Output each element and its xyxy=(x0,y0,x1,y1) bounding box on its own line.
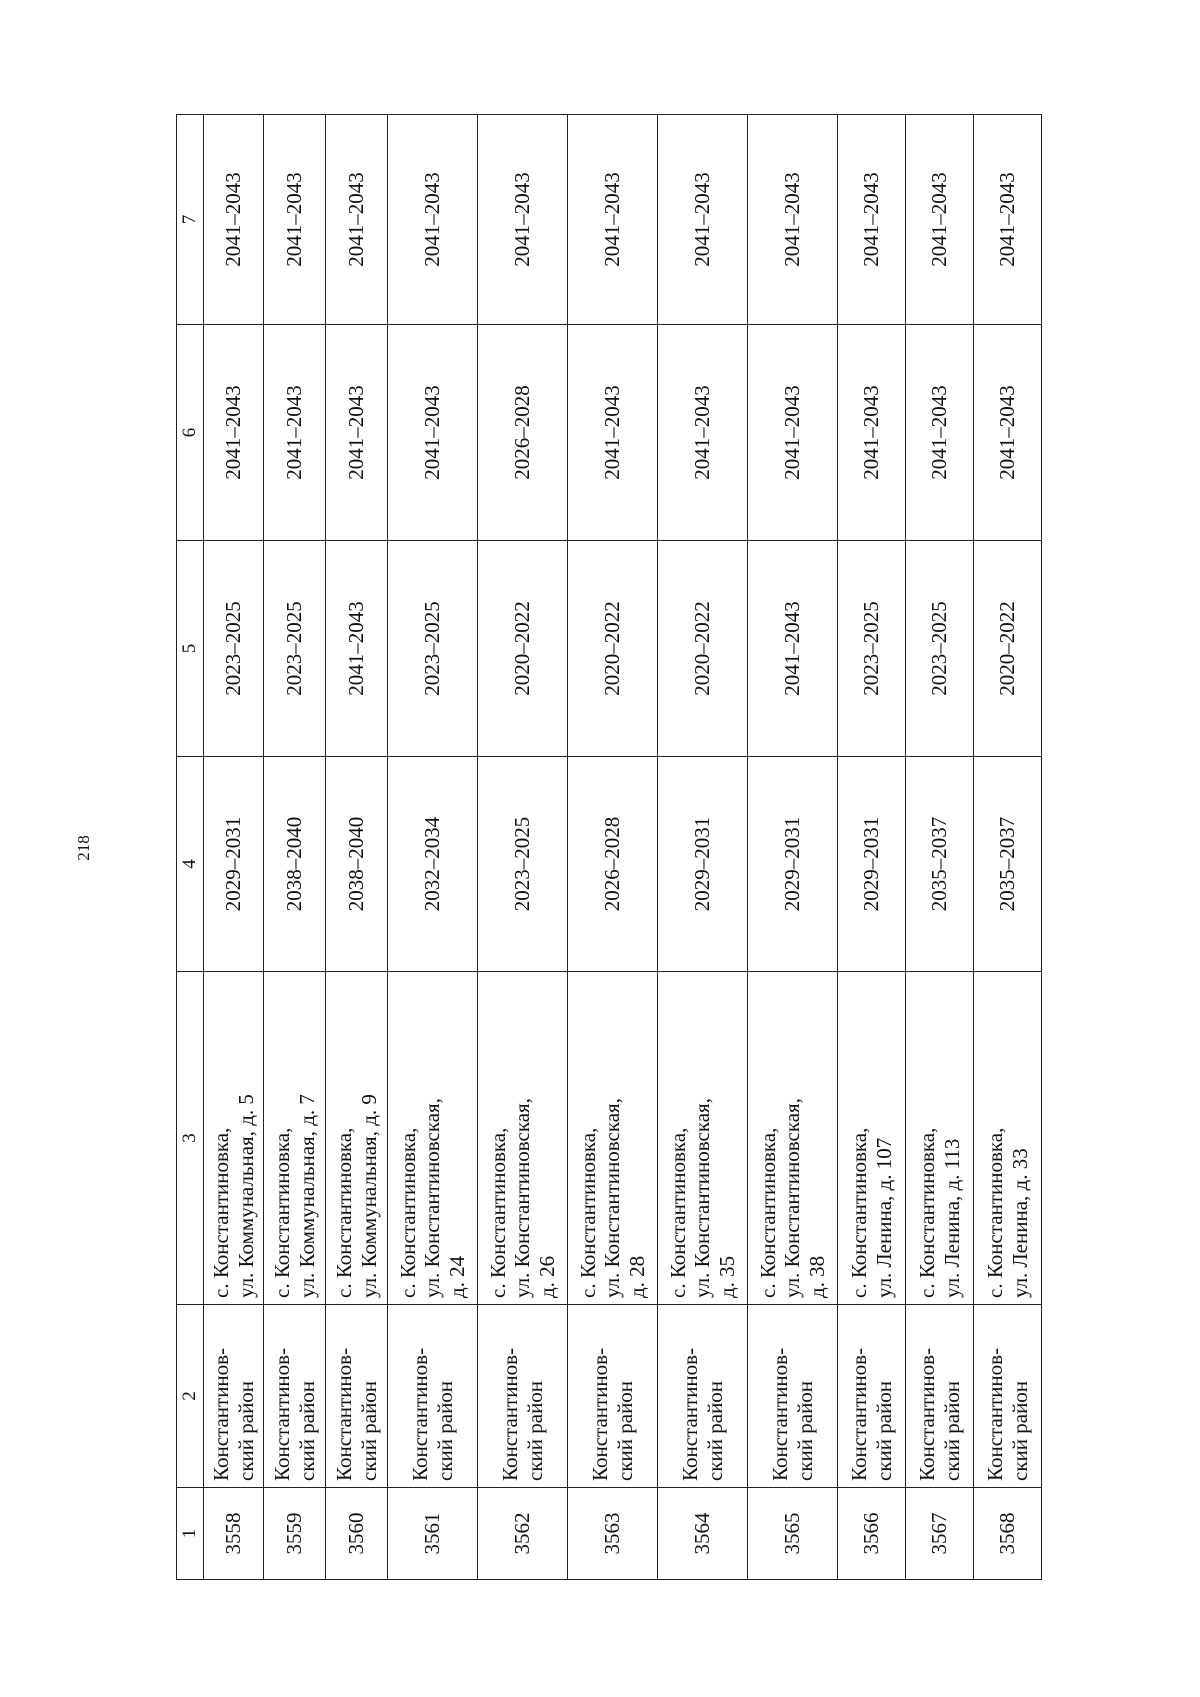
address-cell-line: с. Константиновка, xyxy=(666,1127,691,1298)
address-cell xyxy=(568,972,658,1305)
district-cell-line: ский район xyxy=(233,1380,258,1481)
district-cell-line: Константинов- xyxy=(332,1347,357,1481)
district-cell xyxy=(264,1305,326,1488)
district-cell-line: ский район xyxy=(356,1380,381,1481)
address-cell xyxy=(264,972,326,1305)
address-cell-line: с. Константиновка, xyxy=(915,1127,940,1298)
period-cell-4: 2029–2031 xyxy=(658,757,748,972)
header-cell: 5 xyxy=(177,541,204,757)
row-number-cell: 3567 xyxy=(906,1488,974,1580)
district-cell xyxy=(906,1305,974,1488)
table-row xyxy=(478,115,568,1580)
period-cell-7: 2041–2043 xyxy=(974,115,1042,325)
period-cell-7: 2041–2043 xyxy=(748,115,838,325)
period-cell-6: 2041–2043 xyxy=(204,325,264,541)
address-cell-line: ул. Ленина, д. 113 xyxy=(939,1138,964,1298)
period-cell-5: 2020–2022 xyxy=(568,541,658,757)
district-cell-line: Константинов- xyxy=(408,1347,433,1481)
period-cell-6: 2041–2043 xyxy=(748,325,838,541)
address-cell-line: ул. Коммунальная, д. 7 xyxy=(294,1094,319,1298)
district-cell-line: Константинов- xyxy=(915,1347,940,1481)
address-cell-line: с. Константиновка, xyxy=(847,1127,872,1298)
period-cell-6: 2041–2043 xyxy=(388,325,478,541)
period-cell-5: 2023–2025 xyxy=(204,541,264,757)
address-cell-line: ул. Константиновская, xyxy=(510,1098,535,1298)
period-cell-6: 2026–2028 xyxy=(478,325,568,541)
table-row xyxy=(264,115,326,1580)
period-cell-7: 2041–2043 xyxy=(478,115,568,325)
row-number-cell: 3561 xyxy=(388,1488,478,1580)
period-cell-4: 2029–2031 xyxy=(748,757,838,972)
address-cell-line: ул. Константиновская, xyxy=(780,1098,805,1298)
district-cell-line: ский район xyxy=(871,1380,896,1481)
period-cell-7: 2041–2043 xyxy=(568,115,658,325)
address-cell-line: ул. Константиновская, xyxy=(420,1098,445,1298)
period-cell-5: 2023–2025 xyxy=(838,541,906,757)
district-cell-line: Константинов- xyxy=(678,1347,703,1481)
period-cell-7: 2041–2043 xyxy=(658,115,748,325)
district-cell-line: Константинов- xyxy=(983,1347,1008,1481)
period-cell-4: 2029–2031 xyxy=(838,757,906,972)
address-cell-line: ул. Константиновская, xyxy=(600,1098,625,1298)
period-cell-4: 2035–2037 xyxy=(974,757,1042,972)
district-cell-line: ский район xyxy=(522,1380,547,1481)
address-cell-line: д. 28 xyxy=(624,1255,649,1298)
period-cell-7: 2041–2043 xyxy=(906,115,974,325)
period-cell-5: 2023–2025 xyxy=(906,541,974,757)
table-row xyxy=(748,115,838,1580)
row-number-cell: 3566 xyxy=(838,1488,906,1580)
district-cell-line: ский район xyxy=(294,1380,319,1481)
period-cell-5: 2020–2022 xyxy=(974,541,1042,757)
period-cell-5: 2041–2043 xyxy=(326,541,388,757)
district-cell-line: ский район xyxy=(702,1380,727,1481)
header-cell: 6 xyxy=(177,325,204,541)
district-cell xyxy=(204,1305,264,1488)
address-cell xyxy=(974,972,1042,1305)
table-body xyxy=(177,115,1042,1580)
address-cell xyxy=(326,972,388,1305)
row-number-cell: 3564 xyxy=(658,1488,748,1580)
period-cell-7: 2041–2043 xyxy=(838,115,906,325)
table-container xyxy=(176,115,1038,1580)
period-cell-4: 2035–2037 xyxy=(906,757,974,972)
district-cell-line: ский район xyxy=(432,1380,457,1481)
row-number-cell: 3559 xyxy=(264,1488,326,1580)
address-cell xyxy=(748,972,838,1305)
address-cell xyxy=(478,972,568,1305)
district-cell xyxy=(478,1305,568,1488)
period-cell-4: 2038–2040 xyxy=(264,757,326,972)
table-row xyxy=(568,115,658,1580)
address-cell-line: ул. Ленина, д. 107 xyxy=(871,1137,896,1298)
period-cell-7: 2041–2043 xyxy=(326,115,388,325)
address-cell-line: с. Константиновка, xyxy=(486,1127,511,1298)
header-cell: 1 xyxy=(177,1488,204,1580)
period-cell-6: 2041–2043 xyxy=(326,325,388,541)
period-cell-4: 2029–2031 xyxy=(204,757,264,972)
address-cell-line: ул. Ленина, д. 33 xyxy=(1007,1148,1032,1298)
row-number-cell: 3565 xyxy=(748,1488,838,1580)
address-cell-line: д. 35 xyxy=(714,1255,739,1298)
address-cell-line: с. Константиновка, xyxy=(396,1127,421,1298)
period-cell-6: 2041–2043 xyxy=(838,325,906,541)
address-cell-line: с. Константиновка, xyxy=(756,1127,781,1298)
district-cell xyxy=(838,1305,906,1488)
address-cell-line: д. 26 xyxy=(534,1255,559,1298)
period-cell-6: 2041–2043 xyxy=(568,325,658,541)
period-cell-6: 2041–2043 xyxy=(974,325,1042,541)
address-cell xyxy=(838,972,906,1305)
period-cell-6: 2041–2043 xyxy=(264,325,326,541)
district-cell-line: ский район xyxy=(939,1380,964,1481)
address-cell-line: с. Константиновка, xyxy=(332,1127,357,1298)
period-cell-4: 2038–2040 xyxy=(326,757,388,972)
header-cell: 7 xyxy=(177,115,204,325)
district-cell xyxy=(658,1305,748,1488)
district-cell-line: ский район xyxy=(1007,1380,1032,1481)
period-cell-4: 2023–2025 xyxy=(478,757,568,972)
period-cell-6: 2041–2043 xyxy=(906,325,974,541)
row-number-cell: 3558 xyxy=(204,1488,264,1580)
address-cell-line: с. Константиновка, xyxy=(209,1127,234,1298)
period-cell-7: 2041–2043 xyxy=(388,115,478,325)
header-row xyxy=(177,115,204,1580)
district-cell xyxy=(748,1305,838,1488)
table-row xyxy=(388,115,478,1580)
district-cell-line: Константинов- xyxy=(498,1347,523,1481)
header-cell: 3 xyxy=(177,972,204,1305)
district-cell-line: Константинов- xyxy=(768,1347,793,1481)
address-cell xyxy=(658,972,748,1305)
table-row xyxy=(326,115,388,1580)
page-number: 218 xyxy=(74,835,93,861)
period-cell-6: 2041–2043 xyxy=(658,325,748,541)
row-number-cell: 3562 xyxy=(478,1488,568,1580)
table-row xyxy=(974,115,1042,1580)
period-cell-4: 2032–2034 xyxy=(388,757,478,972)
period-cell-5: 2041–2043 xyxy=(748,541,838,757)
period-cell-5: 2020–2022 xyxy=(478,541,568,757)
table-row xyxy=(838,115,906,1580)
period-cell-5: 2023–2025 xyxy=(264,541,326,757)
district-cell-line: Константинов- xyxy=(847,1347,872,1481)
district-cell-line: Константинов- xyxy=(209,1347,234,1481)
address-cell-line: с. Константиновка, xyxy=(576,1127,601,1298)
row-number-cell: 3560 xyxy=(326,1488,388,1580)
district-cell-line: ский район xyxy=(792,1380,817,1481)
address-cell xyxy=(388,972,478,1305)
address-cell xyxy=(906,972,974,1305)
schedule-table xyxy=(176,114,1042,1580)
header-cell: 2 xyxy=(177,1305,204,1488)
address-cell-line: ул. Коммунальная, д. 5 xyxy=(233,1094,258,1298)
header-cell: 4 xyxy=(177,757,204,972)
district-cell xyxy=(568,1305,658,1488)
table-row xyxy=(906,115,974,1580)
row-number-cell: 3568 xyxy=(974,1488,1042,1580)
period-cell-4: 2026–2028 xyxy=(568,757,658,972)
district-cell xyxy=(388,1305,478,1488)
district-cell-line: ский район xyxy=(612,1380,637,1481)
table-row xyxy=(204,115,264,1580)
period-cell-5: 2020–2022 xyxy=(658,541,748,757)
address-cell-line: ул. Коммунальная, д. 9 xyxy=(356,1094,381,1298)
period-cell-7: 2041–2043 xyxy=(264,115,326,325)
table-row xyxy=(658,115,748,1580)
address-cell-line: с. Константиновка, xyxy=(983,1127,1008,1298)
address-cell-line: с. Константиновка, xyxy=(270,1127,295,1298)
district-cell-line: Константинов- xyxy=(270,1347,295,1481)
district-cell xyxy=(326,1305,388,1488)
address-cell-line: д. 24 xyxy=(444,1255,469,1298)
row-number-cell: 3563 xyxy=(568,1488,658,1580)
address-cell xyxy=(204,972,264,1305)
period-cell-5: 2023–2025 xyxy=(388,541,478,757)
period-cell-7: 2041–2043 xyxy=(204,115,264,325)
address-cell-line: ул. Константиновская, xyxy=(690,1098,715,1298)
address-cell-line: д. 38 xyxy=(804,1255,829,1298)
district-cell-line: Константинов- xyxy=(588,1347,613,1481)
district-cell xyxy=(974,1305,1042,1488)
